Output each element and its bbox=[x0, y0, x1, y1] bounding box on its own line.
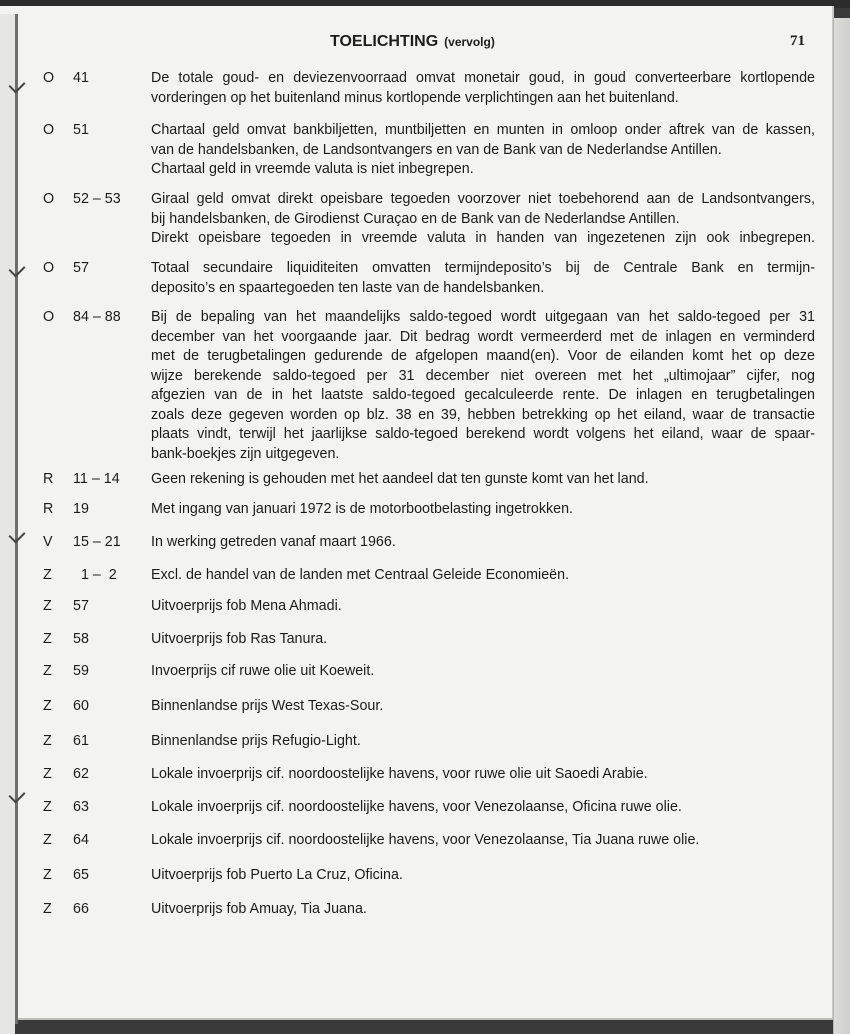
note-number: 11 – 14 bbox=[73, 471, 120, 487]
note-text bbox=[151, 765, 815, 785]
note-code: Z bbox=[43, 631, 52, 647]
note-number: 65 bbox=[73, 867, 89, 883]
title-text: TOELICHTING bbox=[330, 33, 439, 50]
note-code: Z bbox=[43, 598, 52, 614]
note-code: V bbox=[43, 534, 53, 550]
note-number: 19 bbox=[73, 501, 89, 517]
note-text bbox=[151, 798, 815, 818]
note-text bbox=[151, 597, 815, 617]
note-line: Lokale invoerprijs cif. noordoostelijke havens, voor ruwe olie uit Saoedi Arabie. bbox=[151, 766, 648, 782]
note-line: zoals deze gegeven worden op blz. 38 en 39, hebben betrekking op het eiland, waar de transactie bbox=[151, 406, 815, 423]
note-code: R bbox=[43, 471, 54, 487]
note-code: O bbox=[43, 260, 55, 276]
note-number: 15 – 21 bbox=[73, 534, 121, 550]
note-code: Z bbox=[43, 733, 52, 749]
note-number: 58 bbox=[73, 631, 89, 647]
note-code: Z bbox=[43, 867, 52, 883]
note-text bbox=[151, 732, 815, 752]
note-line: De totale goud- en deviezenvoorraad omvat monetair goud, in goud converteerbare kortlopende bbox=[151, 70, 815, 86]
note-line: Lokale invoerprijs cif. noordoostelijke havens, voor Venezolaanse, Tia Juana ruwe olie. bbox=[151, 832, 700, 848]
note-line: bank-boekjes zijn uitgegeven. bbox=[151, 445, 340, 462]
note-code: O bbox=[43, 191, 55, 207]
page-number: 71 bbox=[790, 33, 805, 49]
note-line: plaats vindt, terwijl het jaarlijkse saldo-tegoed berekend wordt volgens het eiland, waar de spaar- bbox=[151, 426, 815, 442]
note-line: vorderingen op het buitenland minus kortlopende verplichtingen aan het buitenland. bbox=[151, 89, 679, 106]
note-code: Z bbox=[43, 663, 52, 679]
note-line: van de handelsbanken, de Landsontvangers en van de Bank van de Nederlandse Antillen. bbox=[151, 141, 722, 158]
note-text bbox=[151, 900, 815, 920]
note-line: afgezien van de in het laatste saldo-tegoed gecalculeerde rente. De inlagen en terugbetalingen bbox=[151, 387, 815, 403]
note-number: 59 bbox=[73, 663, 89, 679]
binder-spine bbox=[15, 14, 18, 1024]
note-text bbox=[151, 831, 815, 851]
note-code: Z bbox=[43, 832, 52, 848]
note-text bbox=[151, 470, 815, 490]
note-line: wijze berekende saldo-tegoed per 31 december niet overeen met het „ultimojaar” cijfer, nog bbox=[151, 367, 815, 384]
note-text bbox=[151, 308, 815, 464]
note-text bbox=[151, 533, 815, 553]
note-line: met de terugbetalingen gedurende de afgelopen maand(en). Voor de eilanden komt het op deze bbox=[151, 348, 815, 364]
note-line: Binnenlandse prijs Refugio-Light. bbox=[151, 733, 361, 749]
note-line: Chartaal geld omvat bankbiljetten, muntbiljetten en munten in omloop onder aftrek van de kassen, bbox=[151, 122, 815, 138]
note-number: 57 bbox=[73, 598, 89, 614]
note-code: Z bbox=[43, 799, 52, 815]
binding-margin bbox=[0, 14, 15, 1034]
note-code: Z bbox=[43, 766, 52, 782]
note-number: 51 bbox=[73, 122, 89, 138]
note-number: 63 bbox=[73, 799, 89, 815]
note-line: Geen rekening is gehouden met het aandeel dat ten gunste komt van het land. bbox=[151, 471, 649, 487]
note-text bbox=[151, 500, 815, 520]
note-text bbox=[151, 630, 815, 650]
note-line: Excl. de handel van de landen met Centraal Geleide Economieën. bbox=[151, 567, 570, 583]
title-subtitle: (vervolg) bbox=[444, 35, 495, 49]
note-line: Uitvoerprijs fob Ras Tanura. bbox=[151, 631, 328, 647]
note-text bbox=[151, 697, 815, 717]
note-line: Chartaal geld in vreemde valuta is niet inbegrepen. bbox=[151, 161, 474, 177]
note-line: Binnenlandse prijs West Texas-Sour. bbox=[151, 698, 384, 714]
note-text bbox=[151, 866, 815, 886]
note-line: bij handelsbanken, de Girodienst Curaçao en de Bank van de Nederlandse Antillen. bbox=[151, 210, 680, 227]
note-line: Uitvoerprijs fob Amuay, Tia Juana. bbox=[151, 901, 367, 917]
note-line: december van het voorgaande jaar. Dit bedrag wordt vermeerderd met de inlagen en verminderd bbox=[151, 328, 815, 345]
note-code: Z bbox=[43, 901, 52, 917]
note-line: Uitvoerprijs fob Mena Ahmadi. bbox=[151, 598, 342, 614]
note-line: Giraal geld omvat direkt opeisbare tegoeden voorzover niet toebehorend aan de Landsontvangers, bbox=[151, 191, 815, 207]
note-code: Z bbox=[43, 567, 52, 583]
note-line: Bij de bepaling van het maandelijks saldo-tegoed wordt uitgegaan van het saldo-tegoed per 31 bbox=[151, 309, 815, 325]
note-number: 62 bbox=[73, 766, 89, 782]
note-line: Invoerprijs cif ruwe olie uit Koeweit. bbox=[151, 663, 375, 679]
note-text bbox=[151, 190, 815, 249]
note-line: Met ingang van januari 1972 is de motorbootbelasting ingetrokken. bbox=[151, 501, 574, 517]
note-number: 84 – 88 bbox=[73, 309, 121, 325]
note-code: O bbox=[43, 70, 55, 86]
note-line: Lokale invoerprijs cif. noordoostelijke havens, voor Venezolaanse, Oficina ruwe olie. bbox=[151, 799, 682, 815]
note-line: Totaal secundaire liquiditeiten omvatten termijndeposito’s bij de Centrale Bank en termijn- bbox=[151, 260, 815, 276]
note-number: 66 bbox=[73, 901, 89, 917]
note-line: Direkt opeisbare tegoeden in vreemde valuta in handen van ingezetenen zijn ook inbegrepen. bbox=[151, 230, 815, 246]
note-number: 52 – 53 bbox=[73, 191, 121, 207]
note-line: Uitvoerprijs fob Puerto La Cruz, Oficina. bbox=[151, 867, 403, 883]
note-line: deposito’s en spaartegoeden ten laste van de handelsbanken. bbox=[151, 279, 545, 296]
note-text bbox=[151, 566, 815, 586]
note-text bbox=[151, 259, 815, 298]
note-code: Z bbox=[43, 698, 52, 714]
note-number: 60 bbox=[73, 698, 89, 714]
note-number: 41 bbox=[73, 70, 89, 86]
note-code: O bbox=[43, 122, 55, 138]
note-code: O bbox=[43, 309, 55, 325]
page-title bbox=[330, 33, 495, 51]
note-number: 61 bbox=[73, 733, 89, 749]
note-line: In werking getreden vanaf maart 1966. bbox=[151, 534, 396, 550]
note-code: R bbox=[43, 501, 54, 517]
note-number: 64 bbox=[73, 832, 89, 848]
note-text bbox=[151, 662, 815, 682]
note-text bbox=[151, 121, 815, 180]
next-page-edge bbox=[833, 18, 850, 1034]
note-text bbox=[151, 69, 815, 108]
note-number: 57 bbox=[73, 260, 89, 276]
note-number: 1 – 2 bbox=[73, 567, 117, 583]
